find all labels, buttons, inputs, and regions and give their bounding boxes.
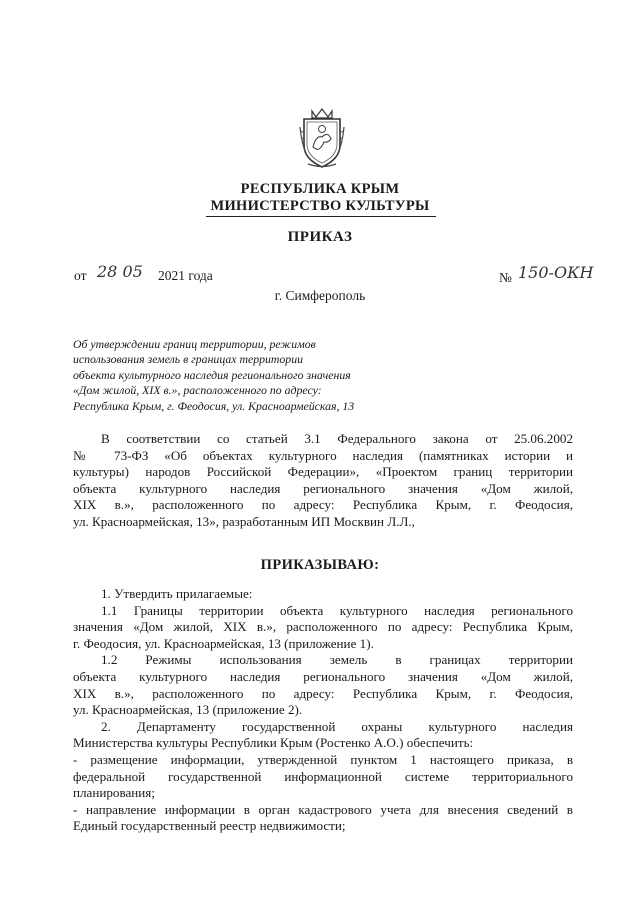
header-ministry: МИНИСТЕРСТВО КУЛЬТУРЫ	[210, 198, 430, 214]
item-line: г. Феодосия, ул. Красноармейская, 13 (приложение 1).	[73, 635, 374, 651]
order-items	[73, 586, 573, 835]
subject-line: Республика Крым, г. Феодосия, ул. Красноармейская, 13	[73, 398, 355, 413]
preamble-paragraph	[73, 431, 573, 531]
preamble-line: XIX в.», расположенного по адресу: Республика Крым, г. Феодосия,	[73, 497, 573, 513]
preamble-line: ул. Красноармейская, 13», разработанным ИП Москвин Л.Л.,	[73, 513, 415, 529]
number-prefix: №	[499, 270, 512, 285]
item-line: ул. Красноармейская, 13 (приложение 2).	[73, 702, 303, 718]
item-line: 1.1 Границы территории объекта культурного наследия регионального	[101, 602, 573, 618]
item-line: объекта культурного наследия регионального значения «Дом жилой,	[73, 668, 573, 684]
order-subject	[73, 337, 393, 414]
date-prefix: от	[74, 268, 87, 283]
item-line: федеральной государственной информационной системе территориального	[73, 768, 573, 784]
city-name: г. Симферополь	[274, 288, 366, 303]
subject-line: Об утверждении границ территории, режимов	[73, 337, 316, 351]
preamble-line: № 73-ФЗ «Об объектах культурного наследия (памятниках истории и	[73, 447, 573, 463]
subject-line: использования земель в границах территории	[73, 352, 304, 367]
item-line: - направление информации в орган кадастрового учета для внесения сведений в	[73, 801, 573, 817]
item-line: планирования;	[73, 785, 155, 801]
preamble-line: культуры) народов Российской Федерации», «Проектом границ территории	[73, 464, 573, 480]
handwritten-order-number: 150-ОКН	[518, 263, 594, 282]
item-line: XIX в.», расположенного по адресу: Республика Крым, г. Феодосия,	[73, 685, 573, 701]
preamble-line: В соответствии со статьей 3.1 Федерального закона от 25.06.2002	[101, 431, 573, 446]
item-line: 1. Утвердить прилагаемые:	[101, 586, 253, 601]
item-line: Единый государственный реестр недвижимости;	[73, 818, 346, 834]
item-line: 2. Департаменту государственной охраны культурного наследия	[101, 718, 573, 734]
item-line: значения «Дом жилой, XIX в.», расположенного по адресу: Республика Крым,	[73, 619, 573, 635]
item-line: - размещение информации, утвержденной пунктом 1 настоящего приказа, в	[73, 751, 573, 767]
decree-heading: ПРИКАЗЫВАЮ:	[260, 557, 380, 573]
item-line: 1.2 Режимы использования земель в границах территории	[101, 652, 573, 668]
handwritten-date: 28 05	[97, 262, 143, 281]
crimea-coat-of-arms-icon	[298, 107, 346, 169]
preamble-line: объекта культурного наследия регионального значения «Дом жилой,	[73, 480, 573, 496]
item-line: Министерства культуры Республики Крым (Ростенко А.О.) обеспечить:	[73, 735, 474, 751]
order-year: 2021 года	[158, 268, 213, 283]
header-republic: РЕСПУБЛИКА КРЫМ	[240, 181, 400, 197]
subject-line: объекта культурного наследия регионального значения	[73, 367, 351, 382]
subject-line: «Дом жилой, XIX в.», расположенного по адресу:	[73, 383, 322, 398]
document-title: ПРИКАЗ	[287, 229, 353, 245]
header-divider	[206, 216, 436, 217]
